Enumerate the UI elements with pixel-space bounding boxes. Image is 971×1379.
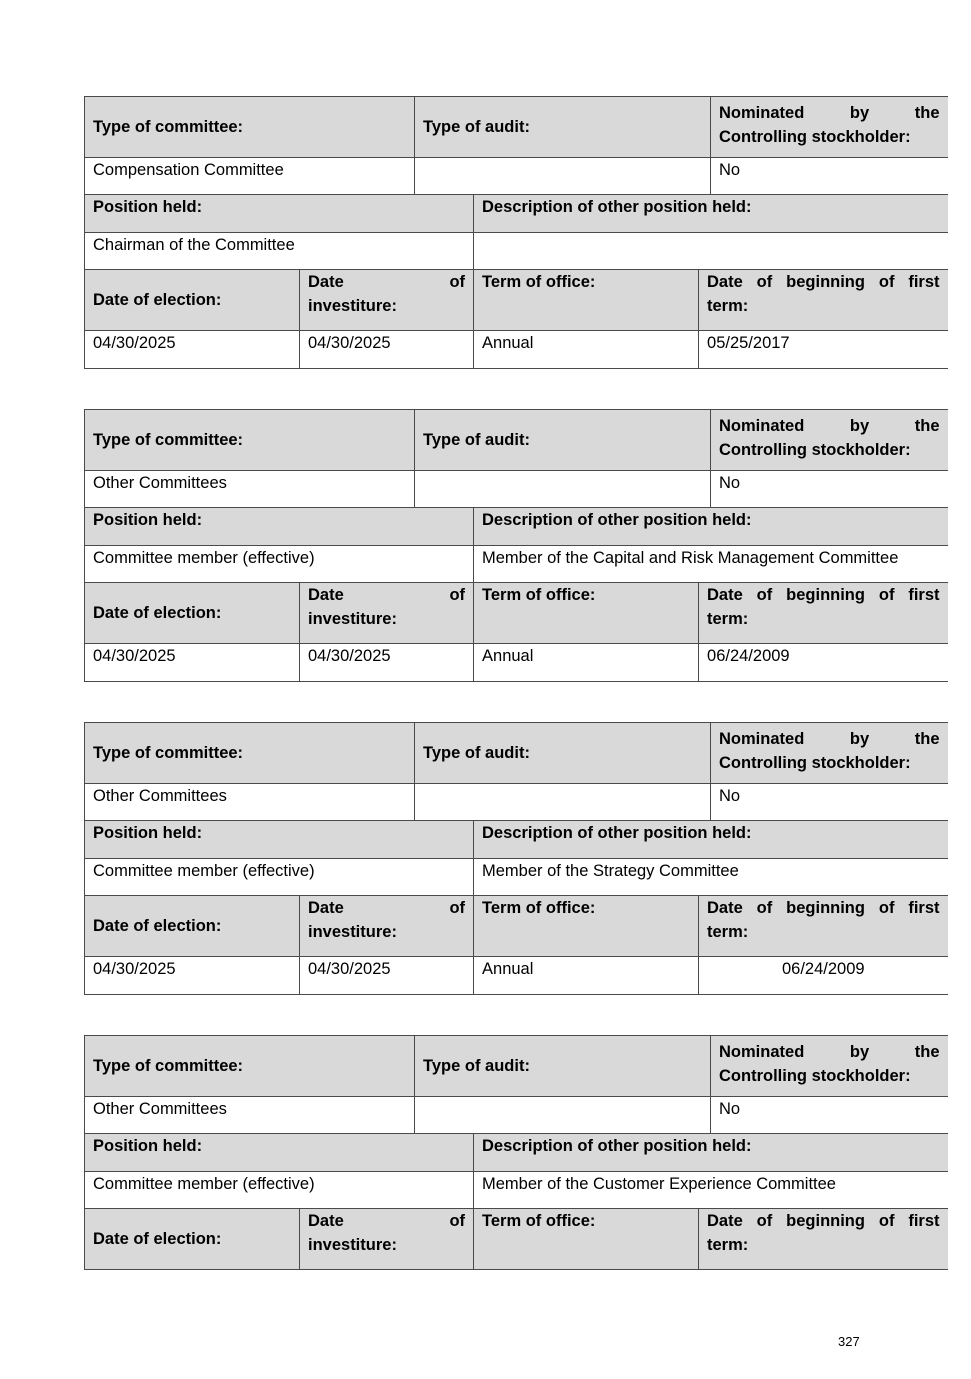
audit-type-value <box>415 1097 711 1134</box>
date-of-investiture-label: Date of investiture: <box>300 583 474 644</box>
term-of-office-label: Term of office: <box>474 896 699 957</box>
date-of-election-label: Date of election: <box>85 1209 300 1270</box>
nominated-label: Nominated by the Controlling stockholder: <box>711 410 948 471</box>
position-held-label: Position held: <box>85 195 474 233</box>
nominated-value: No <box>711 1097 948 1134</box>
nominated-value: No <box>711 784 948 821</box>
other-position-label: Description of other position held: <box>474 1134 948 1172</box>
term-of-office-value: Annual <box>474 331 699 369</box>
type-of-audit-label: Type of audit: <box>415 723 711 784</box>
other-position-label: Description of other position held: <box>474 821 948 859</box>
audit-type-value <box>415 784 711 821</box>
date-first-term-label: Date of beginning of first term: <box>699 1209 948 1270</box>
type-of-audit-label: Type of audit: <box>415 97 711 158</box>
date-of-election-value: 04/30/2025 <box>85 644 300 682</box>
date-first-term-label: Date of beginning of first term: <box>699 270 948 331</box>
date-of-election-label: Date of election: <box>85 270 300 331</box>
position-held-value: Committee member (effective) <box>85 546 474 583</box>
position-held-value: Committee member (effective) <box>85 859 474 896</box>
date-of-investiture-label: Date of investiture: <box>300 1209 474 1270</box>
term-of-office-label: Term of office: <box>474 1209 699 1270</box>
date-first-term-value: 06/24/2009 <box>699 644 948 682</box>
nominated-label: Nominated by the Controlling stockholder: <box>711 97 948 158</box>
committee-table-1 <box>84 96 948 369</box>
position-held-label: Position held: <box>85 508 474 546</box>
term-of-office-label: Term of office: <box>474 270 699 331</box>
other-position-value <box>474 233 948 270</box>
type-of-committee-label: Type of committee: <box>85 410 415 471</box>
date-of-election-label: Date of election: <box>85 583 300 644</box>
date-of-election-value: 04/30/2025 <box>85 331 300 369</box>
committee-table-2 <box>84 409 948 682</box>
date-first-term-label: Date of beginning of first term: <box>699 583 948 644</box>
committee-type-value: Other Committees <box>85 471 415 508</box>
position-held-label: Position held: <box>85 821 474 859</box>
date-of-investiture-label: Date of investiture: <box>300 270 474 331</box>
nominated-label: Nominated by the Controlling stockholder: <box>711 1036 948 1097</box>
date-first-term-value: 05/25/2017 <box>699 331 948 369</box>
date-first-term-value: 06/24/2009 <box>699 957 948 995</box>
date-of-election-label: Date of election: <box>85 896 300 957</box>
position-held-label: Position held: <box>85 1134 474 1172</box>
other-position-label: Description of other position held: <box>474 195 948 233</box>
type-of-committee-label: Type of committee: <box>85 1036 415 1097</box>
date-of-investiture-value: 04/30/2025 <box>300 331 474 369</box>
type-of-audit-label: Type of audit: <box>415 410 711 471</box>
date-of-investiture-value: 04/30/2025 <box>300 957 474 995</box>
other-position-value: Member of the Customer Experience Committee <box>474 1172 948 1209</box>
committee-type-value: Other Committees <box>85 784 415 821</box>
page-number: 327 <box>838 1334 860 1349</box>
date-of-investiture-value: 04/30/2025 <box>300 644 474 682</box>
other-position-value: Member of the Capital and Risk Management Committee <box>474 546 948 583</box>
committee-type-value: Other Committees <box>85 1097 415 1134</box>
committee-table-3 <box>84 722 948 995</box>
committee-type-value: Compensation Committee <box>85 158 415 195</box>
type-of-committee-label: Type of committee: <box>85 723 415 784</box>
type-of-committee-label: Type of committee: <box>85 97 415 158</box>
nominated-label: Nominated by the Controlling stockholder: <box>711 723 948 784</box>
committee-table-4 <box>84 1035 948 1270</box>
date-of-investiture-label: Date of investiture: <box>300 896 474 957</box>
other-position-label: Description of other position held: <box>474 508 948 546</box>
date-first-term-label: Date of beginning of first term: <box>699 896 948 957</box>
audit-type-value <box>415 158 711 195</box>
position-held-value: Committee member (effective) <box>85 1172 474 1209</box>
nominated-value: No <box>711 471 948 508</box>
type-of-audit-label: Type of audit: <box>415 1036 711 1097</box>
term-of-office-label: Term of office: <box>474 583 699 644</box>
position-held-value: Chairman of the Committee <box>85 233 474 270</box>
audit-type-value <box>415 471 711 508</box>
term-of-office-value: Annual <box>474 644 699 682</box>
nominated-value: No <box>711 158 948 195</box>
date-of-election-value: 04/30/2025 <box>85 957 300 995</box>
term-of-office-value: Annual <box>474 957 699 995</box>
other-position-value: Member of the Strategy Committee <box>474 859 948 896</box>
